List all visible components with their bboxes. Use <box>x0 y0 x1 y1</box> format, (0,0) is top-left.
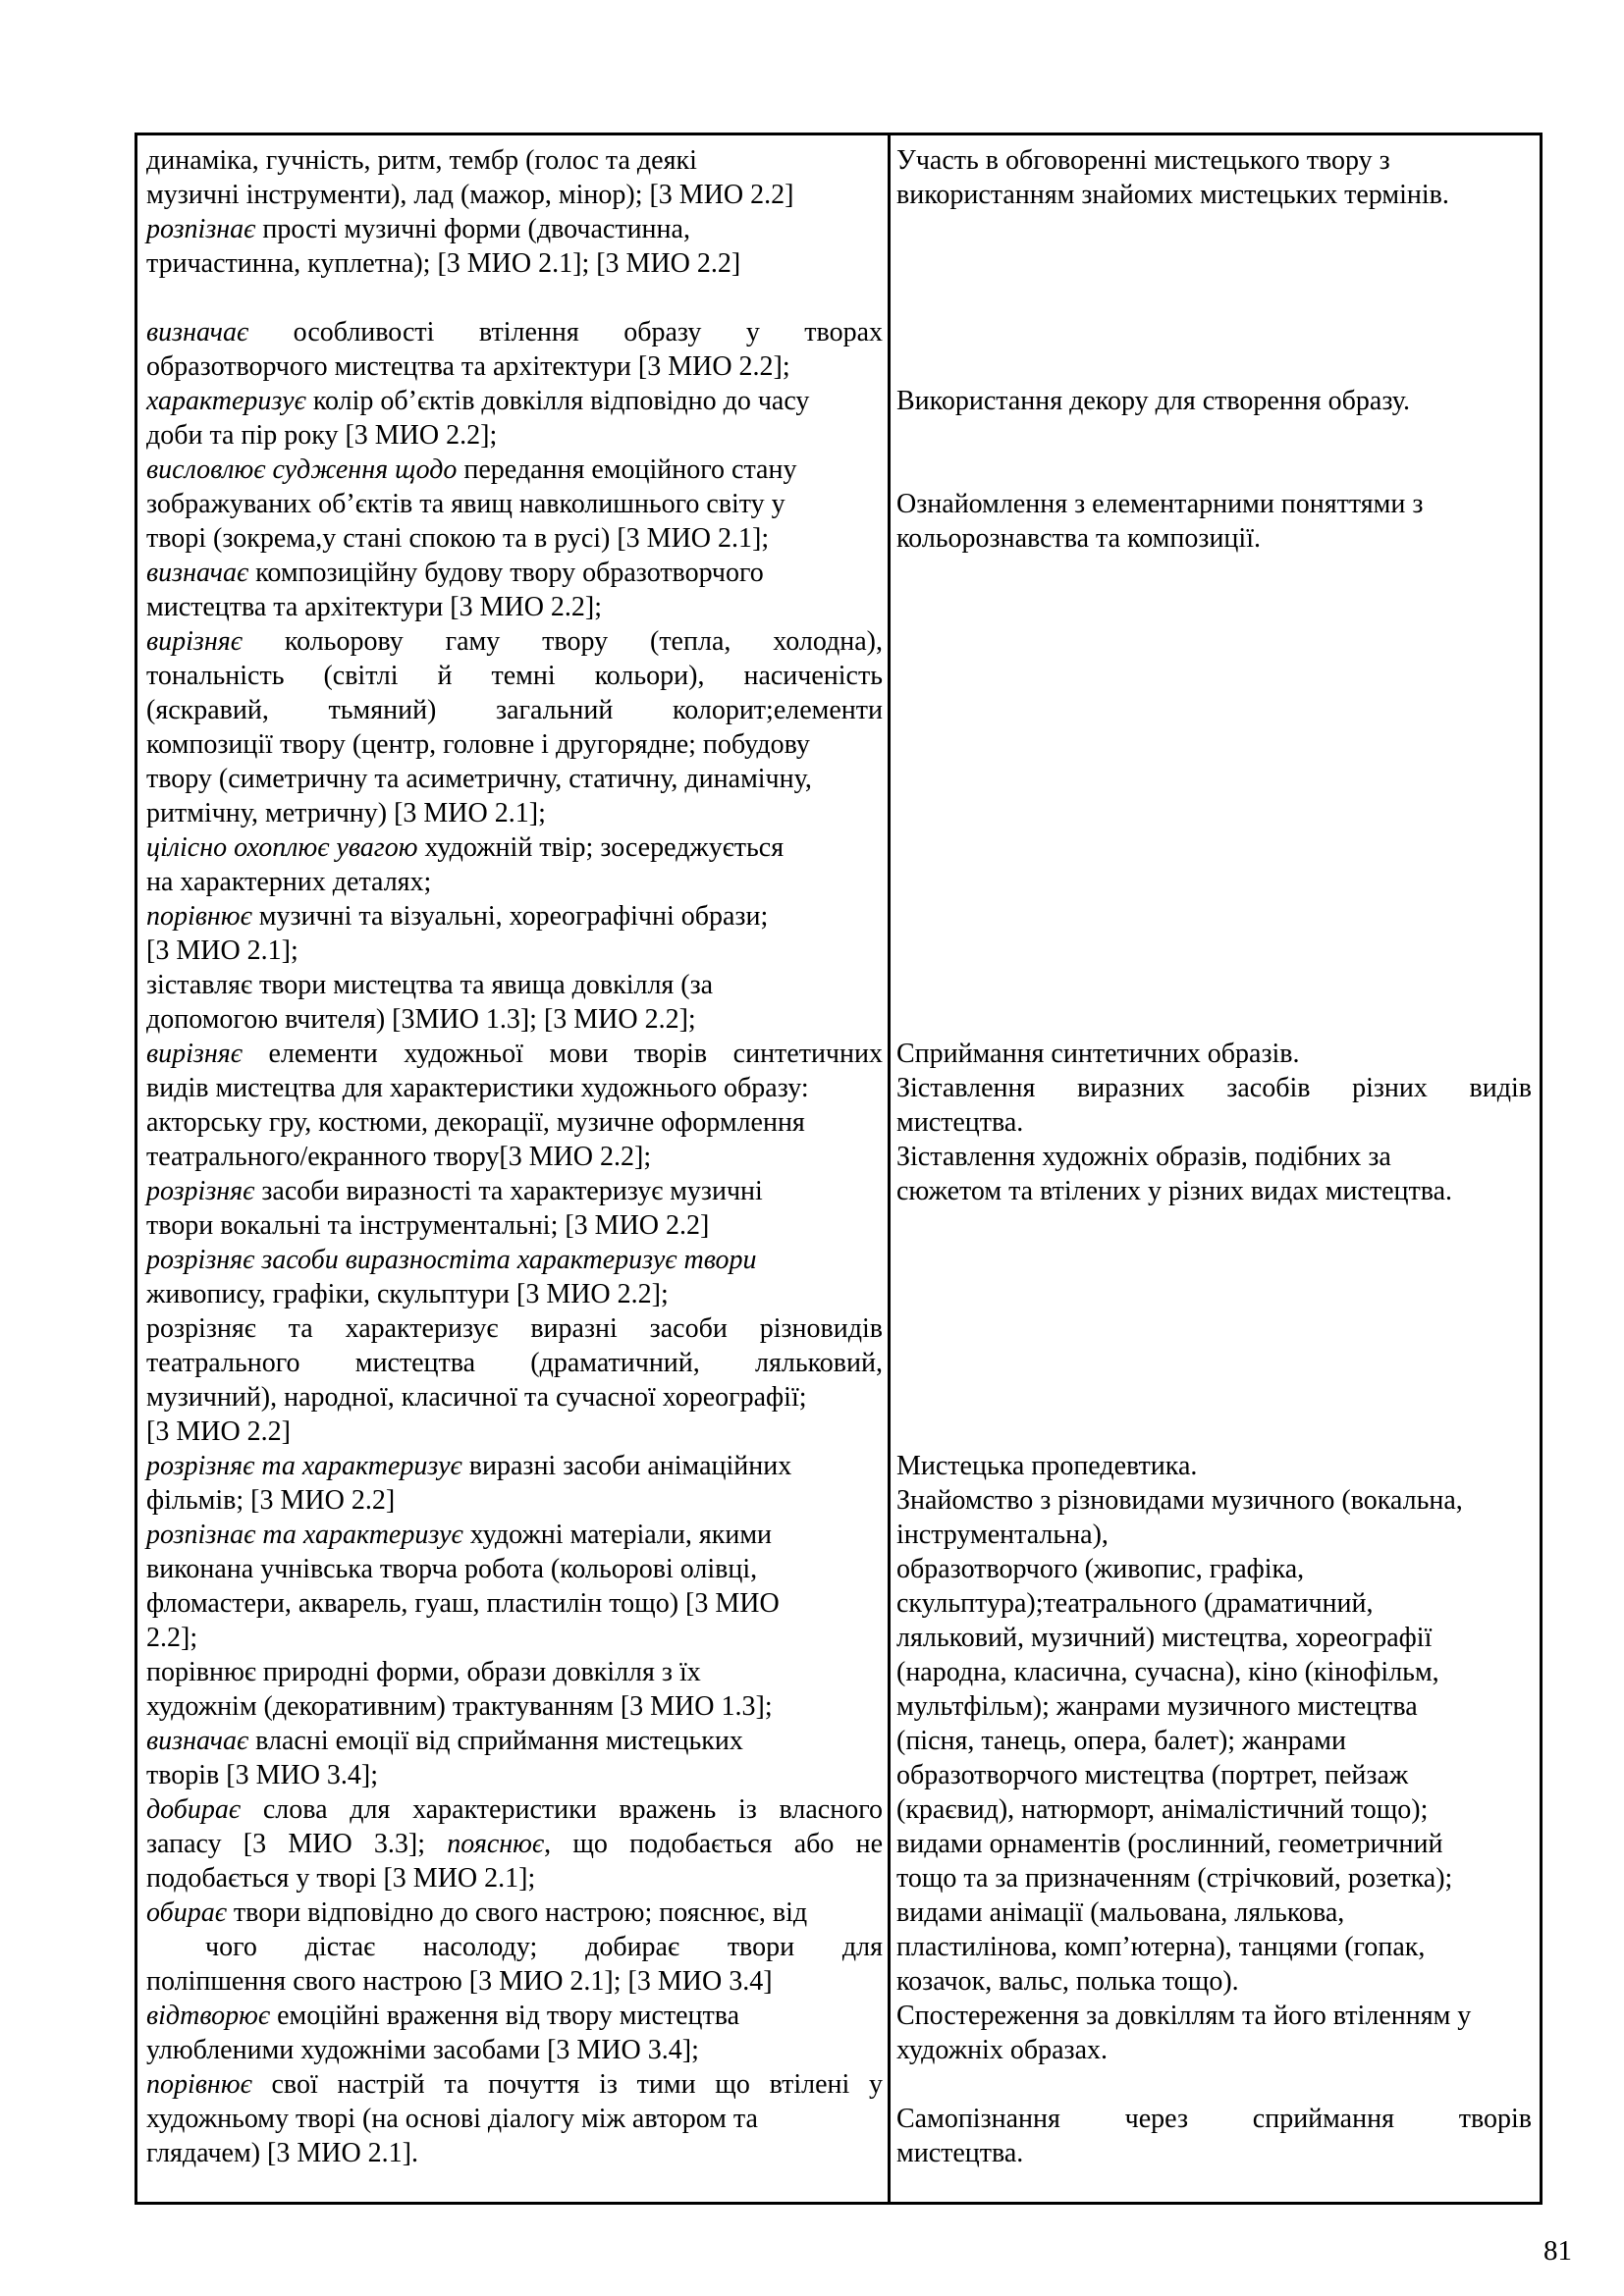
text-segment: мистецтва. <box>896 2138 1024 2168</box>
text-line <box>896 865 1532 899</box>
text-line <box>146 1586 883 1621</box>
text-line <box>896 899 1532 934</box>
text-segment: слова для характеристики вражень із власного <box>241 1794 883 1825</box>
text-line <box>896 1724 1532 1758</box>
text-segment: видами анімації (мальована, лялькова, <box>896 1897 1345 1928</box>
text-line <box>146 1999 883 2033</box>
text-line <box>146 865 883 899</box>
italic-text-segment: визначає <box>146 1726 249 1756</box>
text-segment: фломастери, акварель, гуаш, пластилін тощо) [3 МИО <box>146 1588 780 1619</box>
italic-text-segment: розрізняє та характеризує <box>146 1451 462 1481</box>
text-line <box>896 1346 1532 1380</box>
text-segment: мистецтва та архітектури [3 МИО 2.2]; <box>146 592 603 622</box>
italic-text-segment: розрізняє засоби виразностіта характеризує твори <box>146 1245 757 1275</box>
text-line <box>146 281 883 315</box>
text-segment: Використання декору для створення образу. <box>896 386 1411 416</box>
text-segment: , що подобається або не <box>544 1829 884 1859</box>
text-line <box>896 1518 1532 1552</box>
text-line <box>146 1380 883 1415</box>
text-line <box>896 1208 1532 1243</box>
italic-text-segment: визначає <box>146 558 249 588</box>
text-line <box>146 1930 883 1964</box>
text-segment: Знайомство з різновидами музичного (вокальна, <box>896 1485 1463 1516</box>
text-line <box>896 384 1532 418</box>
text-line <box>896 1140 1532 1174</box>
text-line <box>896 830 1532 865</box>
text-segment: художніх образах. <box>896 2035 1108 2065</box>
text-segment: акторську гру, костюми, декорації, музичне оформлення <box>146 1107 805 1138</box>
text-segment: чого дістає насолоду; добирає твори для <box>205 1932 883 1962</box>
text-line <box>896 1552 1532 1586</box>
text-line <box>146 659 883 693</box>
text-line <box>146 1105 883 1140</box>
text-line <box>896 281 1532 315</box>
text-segment: емоційні враження від твору мистецтва <box>270 2001 740 2031</box>
italic-text-segment: висловлює судження щодо <box>146 454 458 485</box>
text-segment: глядачем) [3 МИО 2.1]. <box>146 2138 419 2168</box>
text-segment: (народна, класична, сучасна), кіно (кінофільм, <box>896 1657 1439 1687</box>
text-line <box>146 1552 883 1586</box>
text-line <box>896 1930 1532 1964</box>
text-segment: музичні та візуальні, хореографічні образи; <box>251 901 769 932</box>
text-line <box>146 1861 883 1896</box>
text-line <box>146 418 883 453</box>
text-line <box>146 453 883 487</box>
text-segment: твори відповідно до свого настрою; пояснює, від <box>226 1897 808 1928</box>
text-segment: подобається у творі [3 МИО 2.1]; <box>146 1863 536 1894</box>
text-line <box>896 1758 1532 1792</box>
text-segment: засоби виразності та характеризує музичні <box>254 1176 763 1206</box>
text-segment: театрального мистецтва (драматичний, ляльковий, <box>146 1348 883 1378</box>
text-line <box>146 1415 883 1449</box>
text-line <box>896 1105 1532 1140</box>
italic-text-segment: розпізнає та характеризує <box>146 1520 463 1550</box>
text-line <box>896 693 1532 727</box>
text-line <box>146 1208 883 1243</box>
text-segment: ляльковий, музичний) мистецтва, хореографії <box>896 1623 1433 1653</box>
text-segment: Зіставлення виразних засобів різних видів <box>896 1073 1532 1103</box>
text-line <box>896 1483 1532 1518</box>
text-line <box>146 1140 883 1174</box>
text-line <box>146 1243 883 1277</box>
italic-text-segment: порівнює <box>146 2069 252 2100</box>
text-line <box>896 1174 1532 1208</box>
text-line <box>146 899 883 934</box>
text-segment: виконана учнівська творча робота (кольорові олівці, <box>146 1554 758 1584</box>
italic-text-segment: цілісно охоплює увагою <box>146 832 418 863</box>
text-segment: виразні засоби анімаційних <box>461 1451 792 1481</box>
table-cell-learning-outcomes <box>137 135 891 2202</box>
text-line <box>146 1002 883 1037</box>
text-segment: козачок, вальс, полька тощо). <box>896 1966 1239 1997</box>
text-line <box>896 418 1532 453</box>
text-line <box>896 1449 1532 1483</box>
text-segment: Сприймання синтетичних образів. <box>896 1039 1300 1069</box>
text-line <box>896 212 1532 246</box>
text-segment: твору (симетричну та асиметричну, статичну, динамічну, <box>146 764 812 794</box>
text-segment: Зіставлення художніх образів, подібних за <box>896 1142 1391 1172</box>
text-line <box>896 2136 1532 2170</box>
text-segment: художній твір; зосереджується <box>417 832 785 863</box>
text-line <box>896 2102 1532 2136</box>
text-line <box>146 1346 883 1380</box>
text-line <box>146 1449 883 1483</box>
italic-text-segment: добирає <box>146 1794 242 1825</box>
text-line <box>896 1827 1532 1861</box>
text-segment: кольорознавства та композиції. <box>896 523 1261 554</box>
text-line <box>146 968 883 1002</box>
text-line <box>896 1689 1532 1724</box>
text-segment: допомогою вчителя) [3МИО 1.3]; [3 МИО 2.2]; <box>146 1004 696 1035</box>
text-segment: передання емоційного стану <box>457 454 797 485</box>
text-line <box>146 556 883 590</box>
text-segment: [3 МИО 2.1]; <box>146 935 298 966</box>
text-line <box>146 384 883 418</box>
italic-text-segment: розпізнає <box>146 214 256 244</box>
text-line <box>896 1586 1532 1621</box>
text-line <box>146 830 883 865</box>
italic-text-segment: розрізняє <box>146 1176 255 1206</box>
text-line <box>896 1621 1532 1655</box>
text-segment: мистецтва. <box>896 1107 1024 1138</box>
text-line <box>146 246 883 281</box>
text-line <box>146 2102 883 2136</box>
text-line <box>146 1964 883 1999</box>
text-segment: мультфільм); жанрами музичного мистецтва <box>896 1691 1418 1722</box>
text-segment: тощо та за призначенням (стрічковий, розетка); <box>896 1863 1453 1894</box>
text-segment: власні емоції від сприймання мистецьких <box>248 1726 743 1756</box>
text-segment: скульптура);театрального (драматичний, <box>896 1588 1374 1619</box>
text-line <box>146 315 883 349</box>
text-segment: динаміка, гучність, ритм, тембр (голос та деякі <box>146 145 697 176</box>
text-segment: образотворчого мистецтва (портрет, пейзаж <box>896 1760 1409 1790</box>
text-segment: [3 МИО 2.2] <box>146 1416 291 1447</box>
text-line <box>146 2033 883 2067</box>
text-line <box>146 1724 883 1758</box>
text-line <box>896 624 1532 659</box>
text-segment: Спостереження за довкіллям та його втіленням у <box>896 2001 1472 2031</box>
text-segment: образотворчого мистецтва та архітектури [3 МИО 2.2]; <box>146 351 790 382</box>
text-segment: музичні інструменти), лад (мажор, мінор); [3 МИО 2.2] <box>146 180 794 210</box>
text-segment: видами орнаментів (рослинний, геометричний <box>896 1829 1443 1859</box>
italic-text-segment: обирає <box>146 1897 227 1928</box>
text-line <box>896 1243 1532 1277</box>
text-segment: доби та пір року [3 МИО 2.2]; <box>146 420 498 451</box>
text-segment: живопису, графіки, скульптури [3 МИО 2.2]; <box>146 1279 669 1309</box>
text-segment: кольорову гаму твору (тепла, холодна), <box>242 626 883 657</box>
text-segment: образотворчого (живопис, графіка, <box>896 1554 1305 1584</box>
text-segment: колір об’єктів довкілля відповідно до часу <box>305 386 810 416</box>
italic-text-segment: визначає <box>146 317 249 347</box>
text-segment: використанням знайомих мистецьких термінів. <box>896 180 1449 210</box>
text-segment: сюжетом та втілених у різних видах мистецтва. <box>896 1176 1453 1206</box>
text-line <box>146 178 883 212</box>
text-line <box>896 590 1532 624</box>
text-line <box>896 178 1532 212</box>
text-segment: творі (зокрема,у стані спокою та в русі) [3 МИО 2.1]; <box>146 523 770 554</box>
text-line <box>146 1655 883 1689</box>
text-line <box>896 1380 1532 1415</box>
italic-text-segment: вирізняє <box>146 626 243 657</box>
text-segment: зображуваних об’єктів та явищ навколишнього світу у <box>146 489 785 519</box>
text-line <box>146 727 883 762</box>
text-segment: театрального/екранного твору[3 МИО 2.2]; <box>146 1142 652 1172</box>
text-line <box>146 762 883 796</box>
text-line <box>896 727 1532 762</box>
text-segment: пластилінова, комп’ютерна), танцями (гопак, <box>896 1932 1426 1962</box>
italic-text-segment: пояснює <box>447 1829 545 1859</box>
text-line <box>896 1037 1532 1071</box>
text-segment: прості музичні форми (двочастинна, <box>255 214 690 244</box>
text-line <box>146 1621 883 1655</box>
text-segment: (пісня, танець, опера, балет); жанрами <box>896 1726 1346 1756</box>
text-line <box>896 453 1532 487</box>
text-line <box>146 1689 883 1724</box>
page-number: 81 <box>1543 2235 1572 2267</box>
text-line <box>896 1415 1532 1449</box>
text-line <box>896 2067 1532 2102</box>
text-segment: Участь в обговоренні мистецького твору з <box>896 145 1390 176</box>
text-line <box>896 521 1532 556</box>
text-segment: художньому творі (на основі діалогу між автором та <box>146 2104 758 2134</box>
text-line <box>896 1896 1532 1930</box>
text-line <box>896 487 1532 521</box>
text-line <box>896 1277 1532 1311</box>
text-segment: художні матеріали, якими <box>462 1520 773 1550</box>
text-line <box>896 1311 1532 1346</box>
text-line <box>896 556 1532 590</box>
text-line <box>896 762 1532 796</box>
text-segment: особливості втілення образу у творах <box>248 317 883 347</box>
text-segment: музичний), народної, класичної та сучасної хореографії; <box>146 1382 807 1413</box>
text-segment: твори вокальні та інструментальні; [3 МИО 2.2] <box>146 1210 710 1241</box>
text-line <box>146 2136 883 2170</box>
text-line <box>896 1792 1532 1827</box>
text-segment: ритмічну, метричну) [3 МИО 2.1]; <box>146 798 546 828</box>
text-line <box>896 143 1532 178</box>
text-line <box>146 1483 883 1518</box>
text-line <box>146 1518 883 1552</box>
text-line <box>146 1758 883 1792</box>
text-line <box>146 1896 883 1930</box>
italic-text-segment: вирізняє <box>146 1039 243 1069</box>
text-line <box>146 212 883 246</box>
text-line <box>896 1964 1532 1999</box>
text-segment: запасу [3 МИО 3.3]; <box>146 1829 448 1859</box>
text-line <box>146 590 883 624</box>
table-cell-learning-content <box>891 135 1540 2202</box>
text-line <box>146 1174 883 1208</box>
text-line <box>146 2067 883 2102</box>
text-segment: свої настрій та почуття із тими що втілені у <box>251 2069 883 2100</box>
text-segment: на характерних деталях; <box>146 867 432 897</box>
text-segment: композиційну будову твору образотворчого <box>248 558 764 588</box>
text-line <box>896 1002 1532 1037</box>
text-segment: видів мистецтва для характеристики художнього образу: <box>146 1073 809 1103</box>
text-line <box>896 1071 1532 1105</box>
text-line <box>146 143 883 178</box>
text-line <box>146 1792 883 1827</box>
text-line <box>146 1037 883 1071</box>
text-segment: елементи художньої мови творів синтетичних <box>242 1039 883 1069</box>
content-table <box>135 133 1543 2205</box>
text-line <box>896 349 1532 384</box>
text-segment: розрізняє та характеризує виразні засоби різновидів <box>146 1313 883 1344</box>
text-segment: композиції твору (центр, головне і другорядне; побудову <box>146 729 810 760</box>
text-line <box>146 624 883 659</box>
text-segment: Самопізнання через сприймання творів <box>896 2104 1532 2134</box>
text-segment: Мистецька пропедевтика. <box>896 1451 1198 1481</box>
text-segment: зіставляє твори мистецтва та явища довкілля (за <box>146 970 714 1000</box>
text-line <box>146 1277 883 1311</box>
text-segment: поліпшення свого настрою [3 МИО 2.1]; [3 МИО 3.4] <box>146 1966 773 1997</box>
text-segment: фільмів; [3 МИО 2.2] <box>146 1485 396 1516</box>
text-segment: творів [3 МИО 3.4]; <box>146 1760 379 1790</box>
text-line <box>896 934 1532 968</box>
text-segment: тричастинна, куплетна); [3 МИО 2.1]; [3 МИО 2.2] <box>146 248 741 279</box>
text-line <box>146 796 883 830</box>
text-line <box>146 1071 883 1105</box>
text-line <box>146 1311 883 1346</box>
text-segment: художнім (декоративним) трактуванням [3 МИО 1.3]; <box>146 1691 773 1722</box>
text-line <box>896 796 1532 830</box>
text-line <box>896 1861 1532 1896</box>
text-line <box>896 2033 1532 2067</box>
text-segment: (краєвид), натюрморт, анімалістичний тощо); <box>896 1794 1429 1825</box>
text-segment: Ознайомлення з елементарними поняттями з <box>896 489 1424 519</box>
text-line <box>896 968 1532 1002</box>
text-line <box>146 521 883 556</box>
text-line <box>896 246 1532 281</box>
text-line <box>896 1655 1532 1689</box>
italic-text-segment: характеризує <box>146 386 306 416</box>
text-line <box>146 487 883 521</box>
text-segment: 2.2]; <box>146 1623 198 1653</box>
italic-text-segment: порівнює <box>146 901 252 932</box>
text-segment: порівнює природні форми, образи довкілля з їх <box>146 1657 701 1687</box>
text-line <box>896 315 1532 349</box>
text-line <box>146 1827 883 1861</box>
text-segment: улюбленими художніми засобами [3 МИО 3.4]; <box>146 2035 699 2065</box>
text-segment: інструментальна), <box>896 1520 1109 1550</box>
text-line <box>896 1999 1532 2033</box>
text-line <box>146 693 883 727</box>
text-line <box>146 349 883 384</box>
text-segment: тональність (світлі й темні кольори), насиченість <box>146 661 883 691</box>
italic-text-segment: відтворює <box>146 2001 271 2031</box>
text-line <box>896 659 1532 693</box>
text-line <box>146 934 883 968</box>
text-segment: (яскравий, тьмяний) загальний колорит;елементи <box>146 695 883 725</box>
